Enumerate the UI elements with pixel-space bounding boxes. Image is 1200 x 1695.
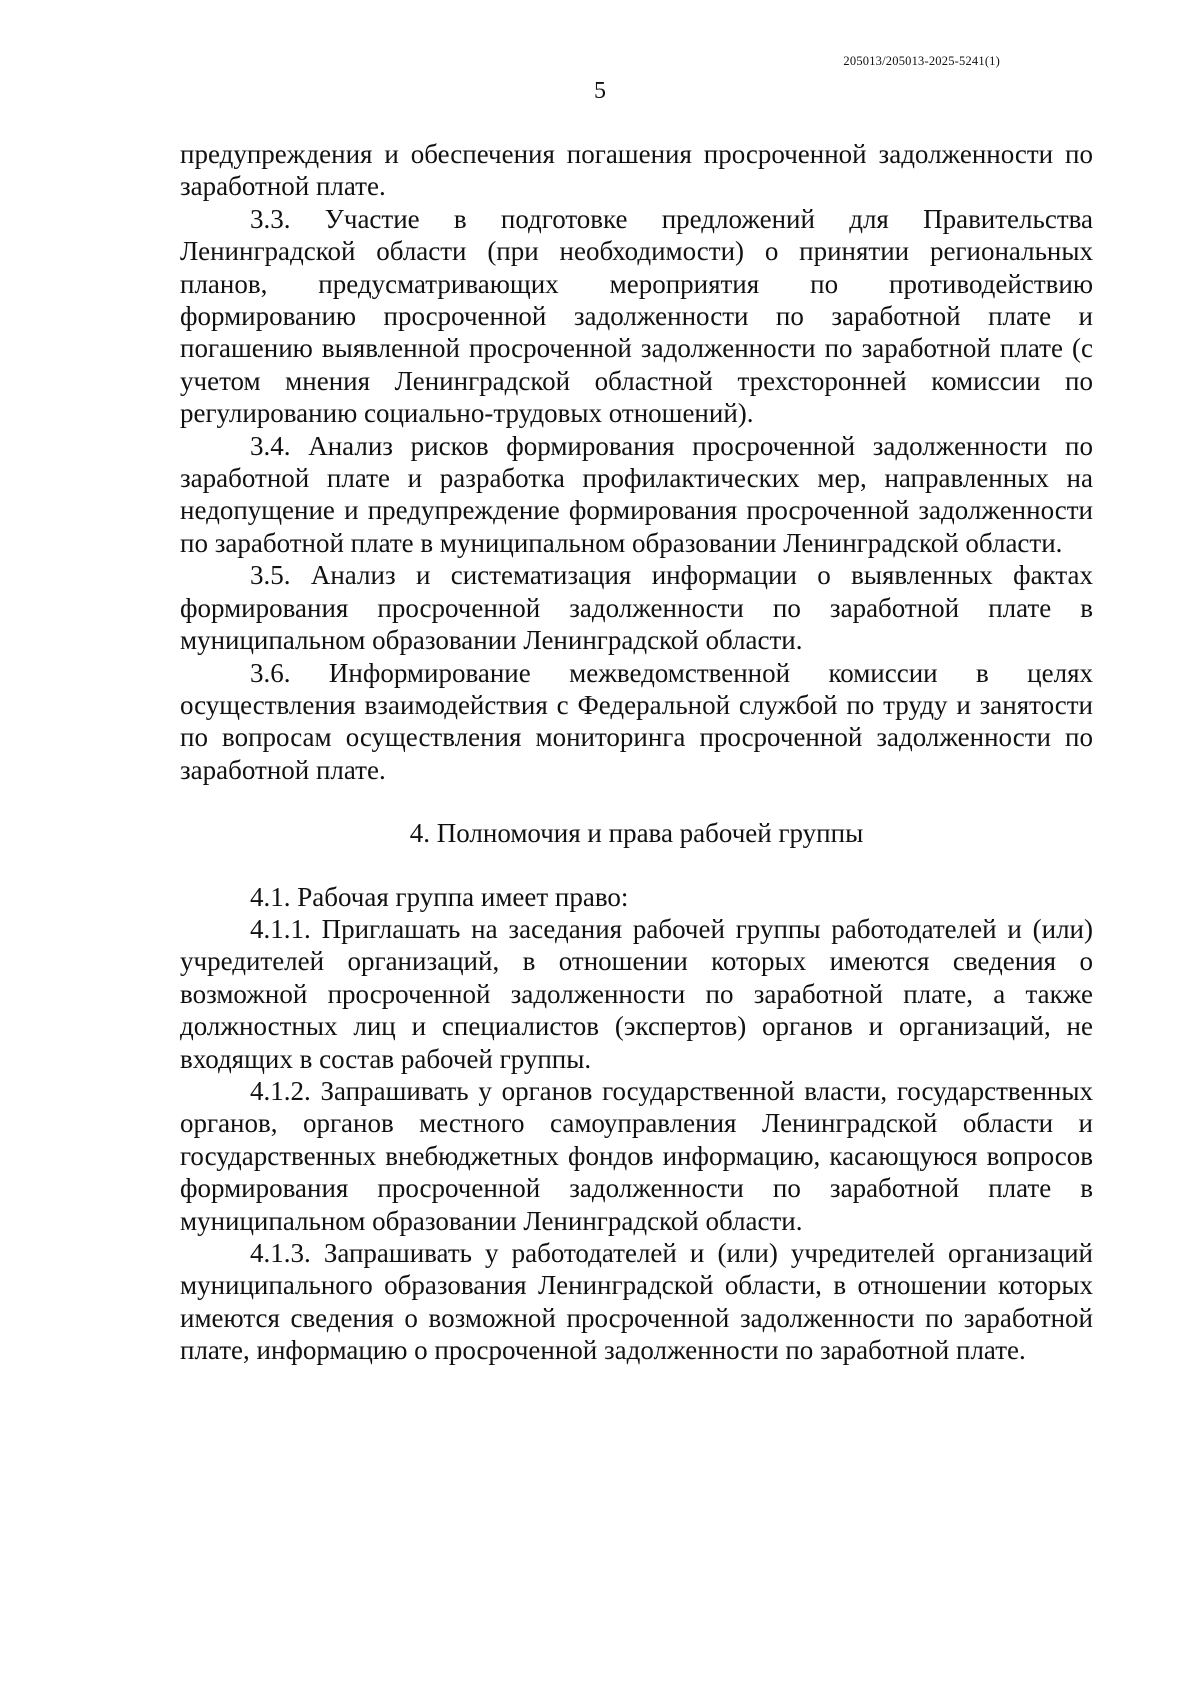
paragraph-3-3: 3.3. Участие в подготовке предложений для Правительства Ленинградской области (при необходимости) о принятии региональных планов, предусматривающих мероприятия по противодействию формированию просроченной задолженности по заработной плате и погашению выявленной просроченной задолженности по заработной плате (с учетом мнения Ленинградской областной трехсторонней комиссии по регулированию социально-трудовых отношений). bbox=[180, 203, 1093, 429]
section-4-heading: 4. Полномочия и права рабочей группы bbox=[409, 818, 864, 849]
paragraph-3-5: 3.5. Анализ и систематизация информации о выявленных фактах формирования просроченной задолженности по заработной плате в муниципальном образовании Ленинградской области. bbox=[180, 560, 1093, 656]
paragraph-4-1: 4.1. Рабочая группа имеет право: bbox=[250, 881, 629, 912]
paragraph-3-4: 3.4. Анализ рисков формирования просроченной задолженности по заработной плате и разработка профилактических мер, направленных на недопущение и предупреждение формирования просроченной задолженности по заработной плате в муниципальном образовании Ленинградской области. bbox=[180, 430, 1093, 558]
document-id: 205013/205013-2025-5241(1) bbox=[843, 54, 1000, 68]
paragraph-4-1-3: 4.1.3. Запрашивать у работодателей и (или) учредителей организаций муниципального образования Ленинградской области, в отношении которых имеются сведения о возможной просроченной задолженности по заработной плате, информацию о просроченной задолженности по заработной плате. bbox=[180, 1238, 1093, 1366]
page-number: 5 bbox=[594, 78, 606, 104]
paragraph-continuation: предупреждения и обеспечения погашения просроченной задолженности по заработной плате. bbox=[180, 139, 1093, 202]
document-body bbox=[180, 138, 1093, 1367]
paragraph-3-6: 3.6. Информирование межведомственной комиссии в целях осуществления взаимодействия с Федеральной службой по труду и занятости по вопросам осуществления мониторинга просроченной задолженности по заработной плате. bbox=[180, 657, 1093, 785]
paragraph-4-1-1: 4.1.1. Приглашать на заседания рабочей группы работодателей и (или) учредителей организаций, в отношении которых имеются сведения о возможной просроченной задолженности по заработной плате, а также должностных лиц и специалистов (экспертов) органов и организаций, не входящих в состав рабочей группы. bbox=[180, 913, 1093, 1074]
paragraph-4-1-2: 4.1.2. Запрашивать у органов государственной власти, государственных органов, органов местного самоуправления Ленинградской области и государственных внебюджетных фондов информацию, касающуюся вопросов формирования просроченной задолженности по заработной плате в муниципальном образовании Ленинградской области. bbox=[180, 1075, 1093, 1236]
